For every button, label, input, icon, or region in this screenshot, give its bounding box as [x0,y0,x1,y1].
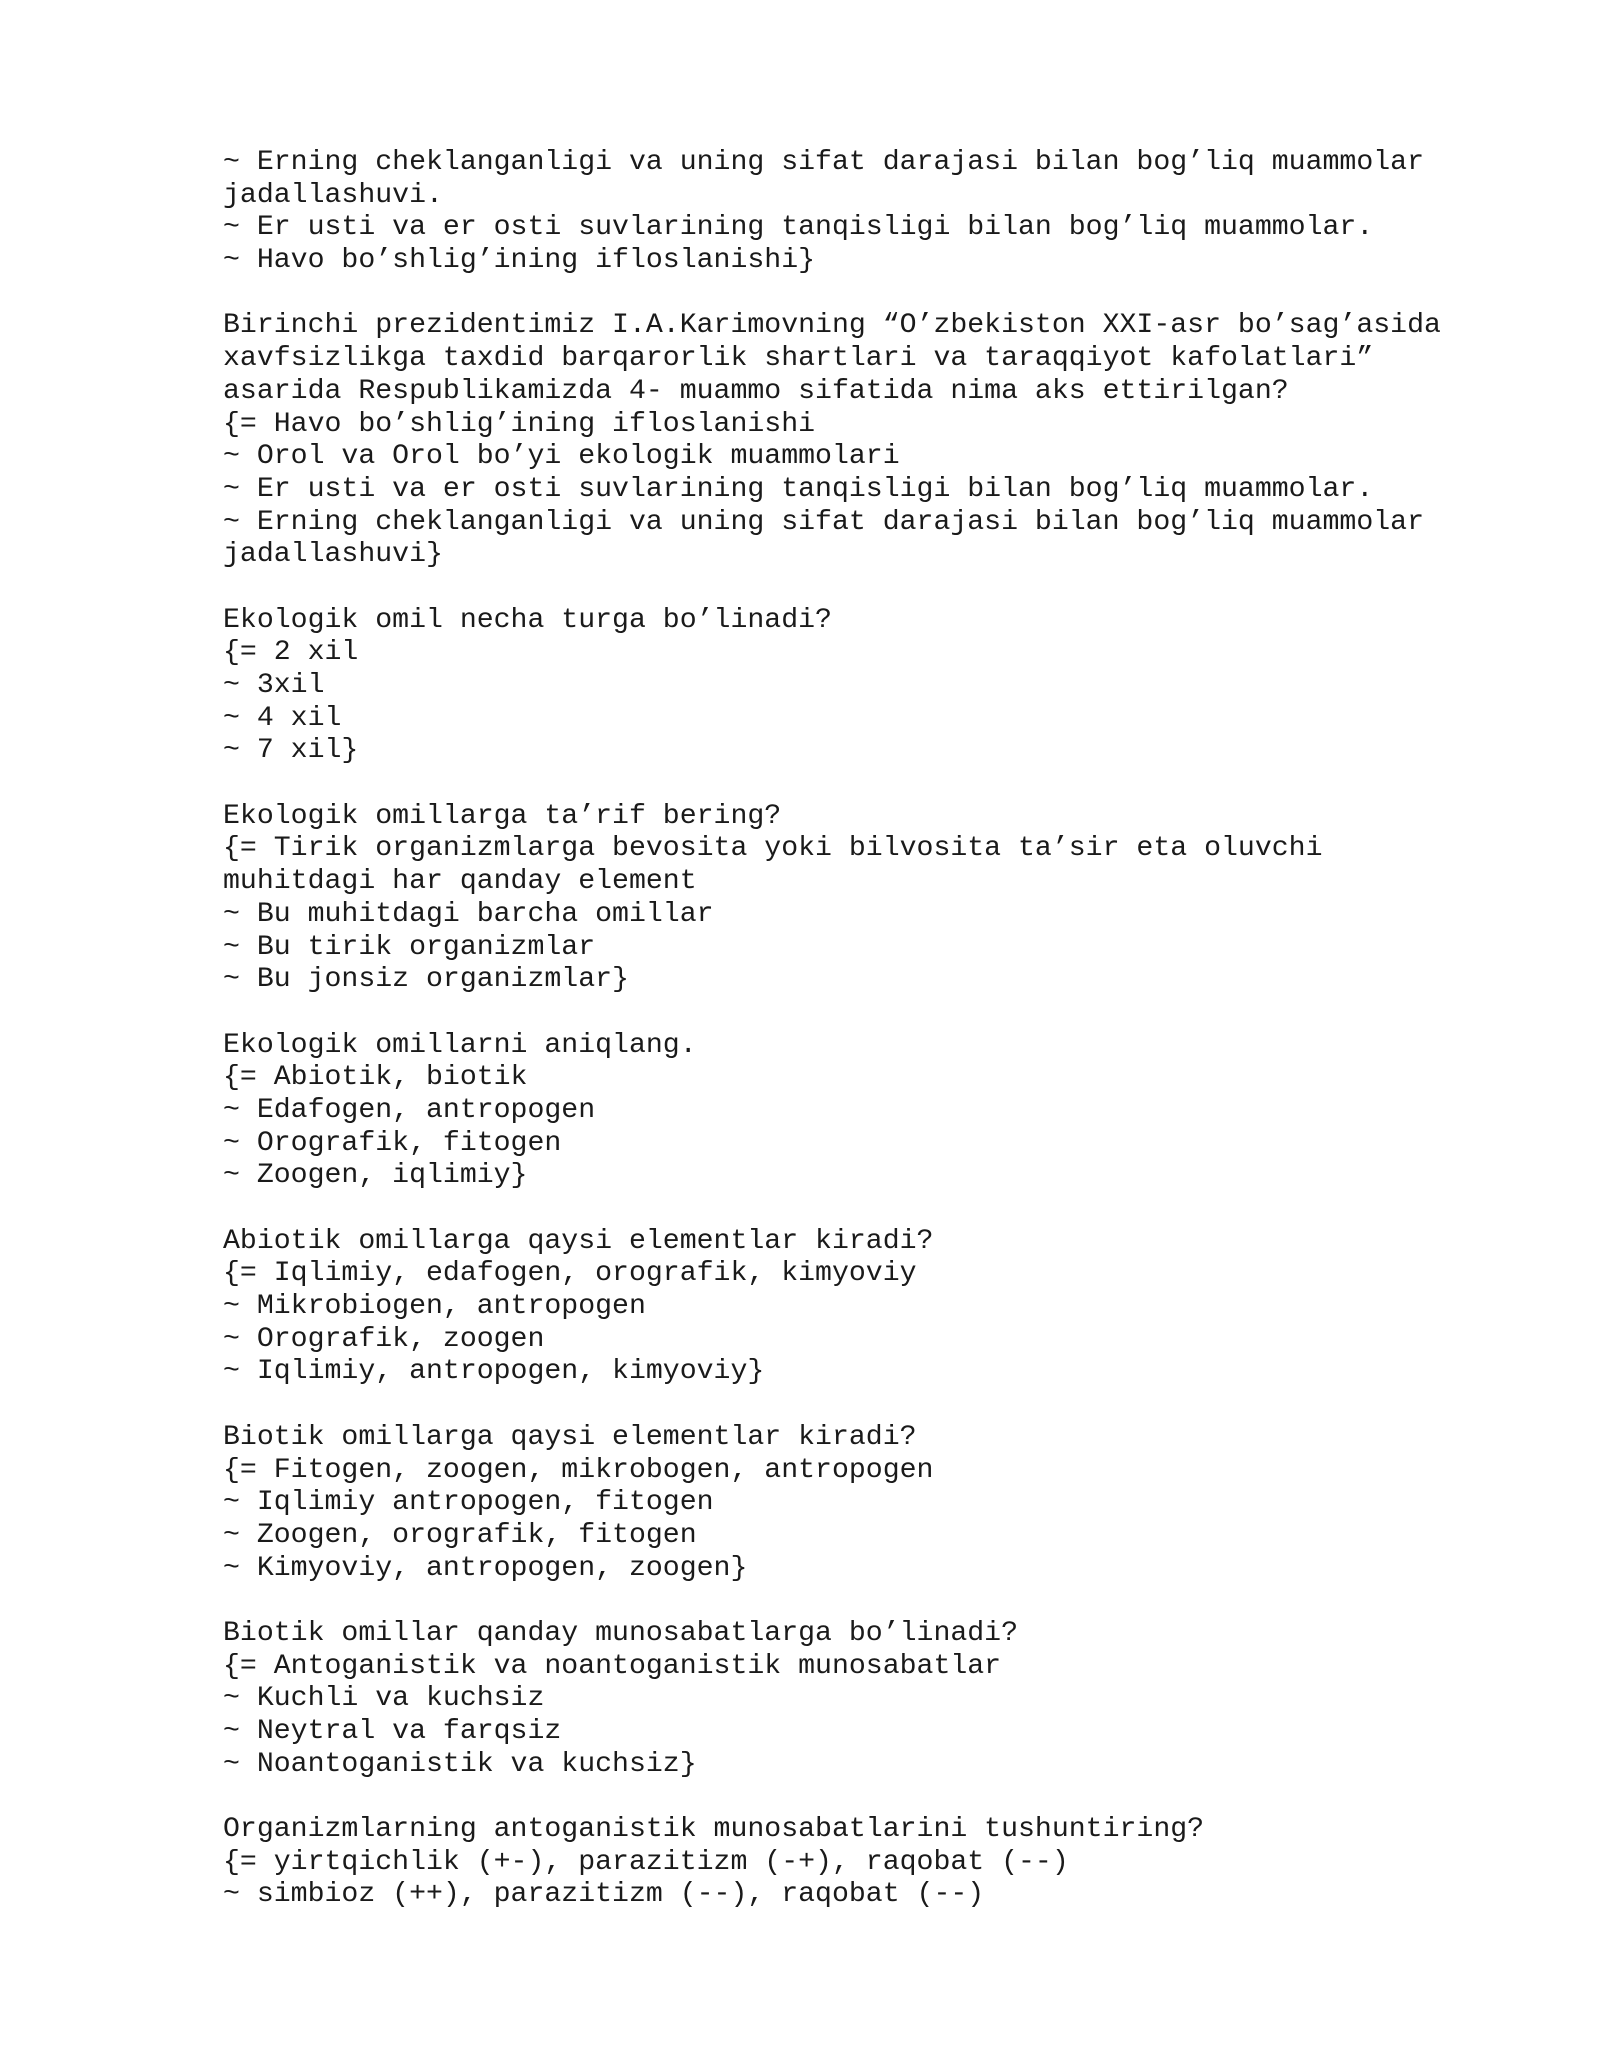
text-line: jadallashuvi. [223,179,443,211]
block-spacer [223,1193,1523,1226]
question-block [223,1226,1523,1389]
block-spacer [223,572,1523,605]
question-block [223,1030,1523,1193]
document-page [223,147,1523,1912]
question-line: Biotik omillar qanday munosabatlarga bo’linadi? [223,1617,1019,1649]
question-line: Biotik omillarga qaysi elementlar kiradi? [223,1421,917,1453]
option-line: ~ Erning cheklanganligi va uning sifat darajasi bilan bog’liq muammolar [223,506,1424,538]
question-block [223,1618,1523,1781]
correct-answer-line: {= yirtqichlik (+-), parazitizm (-+), raqobat (--) [223,1846,1069,1878]
option-line: ~ Er usti va er osti suvlarining tanqisligi bilan bog’liq muammolar. [223,212,1374,244]
option-line: ~ 7 xil} [223,735,359,767]
question-line: Ekologik omil necha turga bo’linadi? [223,604,832,636]
correct-answer-line: {= 2 xil [223,637,359,669]
option-line: ~ Orografik, zoogen [223,1323,545,1355]
answer-continuation-block [223,147,1523,278]
option-line: ~ Bu muhitdagi barcha omillar [223,898,714,930]
option-line: ~ Kuchli va kuchsiz [223,1683,545,1715]
option-line: ~ Noantoganistik va kuchsiz} [223,1748,697,1780]
option-line: ~ Bu jonsiz organizmlar} [223,964,629,996]
option-line: ~ Iqlimiy, antropogen, kimyoviy} [223,1356,765,1388]
question-line: Organizmlarning antoganistik munosabatlarini tushuntiring? [223,1814,1205,1846]
question-block [223,605,1523,768]
text-line: jadallashuvi} [223,539,443,571]
question-line: Birinchi prezidentimiz I.A.Karimovning “O’zbekiston XXI-asr bo’sag’asida [223,310,1441,342]
question-block [223,1814,1523,1912]
block-spacer [223,278,1523,311]
correct-answer-line: {= Iqlimiy, edafogen, orografik, kimyoviy [223,1258,917,1290]
question-block [223,801,1523,997]
option-line: ~ 3xil [223,670,325,701]
option-line: ~ Mikrobiogen, antropogen [223,1291,646,1323]
question-line: Ekologik omillarni aniqlang. [223,1029,697,1061]
correct-answer-line: {= Fitogen, zoogen, mikrobogen, antropogen [223,1454,934,1486]
option-line: ~ Bu tirik organizmlar [223,931,596,963]
option-line: ~ Edafogen, antropogen [223,1094,596,1126]
option-line: ~ Orol va Orol bo’yi ekologik muammolari [223,441,900,473]
block-spacer [223,1585,1523,1618]
block-spacer [223,1389,1523,1422]
text-line: xavfsizlikga taxdid barqarorlik shartlari va taraqqiyot kafolatlari” [223,343,1374,375]
option-line: ~ Zoogen, orografik, fitogen [223,1519,697,1551]
text-line: asarida Respublikamizda 4- muammo sifatida nima aks ettirilgan? [223,375,1289,407]
option-line: ~ Kimyoviy, antropogen, zoogen} [223,1552,748,1584]
correct-answer-line: {= Abiotik, biotik [223,1062,528,1094]
question-line: Ekologik omillarga ta’rif bering? [223,800,782,832]
question-block [223,1422,1523,1585]
option-line: ~ 4 xil [223,702,342,734]
block-spacer [223,768,1523,801]
correct-answer-line: {= Tirik organizmlarga bevosita yoki bilvosita ta’sir eta oluvchi [223,833,1323,865]
correct-answer-line: {= Havo bo’shlig’ining ifloslanishi [223,408,816,440]
option-line: ~ Orografik, fitogen [223,1127,562,1159]
question-block [223,310,1523,572]
block-spacer [223,997,1523,1030]
option-line: ~ Havo bo’shlig’ining ifloslanishi} [223,245,816,277]
option-line: ~ Erning cheklanganligi va uning sifat darajasi bilan bog’liq muammolar [223,147,1424,178]
option-line: ~ Neytral va farqsiz [223,1716,562,1747]
correct-answer-line: {= Antoganistik va noantoganistik munosabatlar [223,1650,1002,1682]
question-line: Abiotik omillarga qaysi elementlar kiradi? [223,1225,934,1257]
option-line: ~ Zoogen, iqlimiy} [223,1160,528,1192]
block-spacer [223,1781,1523,1814]
option-line: ~ Er usti va er osti suvlarining tanqisligi bilan bog’liq muammolar. [223,473,1374,505]
option-line: ~ simbioz (++), parazitizm (--), raqobat (--) [223,1879,985,1911]
text-line: muhitdagi har qanday element [223,866,697,898]
option-line: ~ Iqlimiy antropogen, fitogen [223,1487,714,1519]
